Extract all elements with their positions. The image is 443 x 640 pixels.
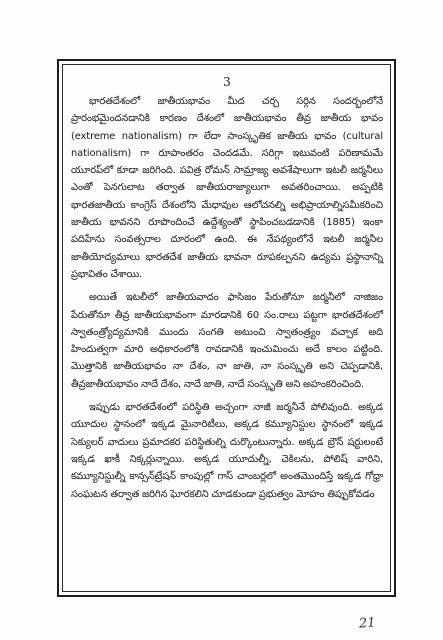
paragraph-1: భారతదేశంలో జాతీయభావం మీద చర్చ సర్గిన సందర్భంలోనే ప్రారంభమైందనడానికి కారణం దేశంలో జాతీయభావం తీవ్ర జాతీయ భావం (extreme nationalism) గా లేదా సాంస్కృతిక జాతీయ భావం (cultural nationalism) గా రూపాంతరం చెందడమే. సరిగ్గా ఇటువంటి పరిణామమే యూరప్‌లో కూడా జరిగింది. పవిత్ర రోమన్ సామ్రాజ్య అవశేషాలుగా ఇటలీ జర్మనీలు ఎంతో పెనగులాట తర్వాత జాతీయరాజ్యాలుగా అవతరించాయి. అప్పటికి భారతజాతీయ కాంగ్రెస్ దేశంలోని మేధావుల ఆలోచనల్ని అభిప్రాయాల్నిసమీకరించి జాతీయ భావనని రూపొందించే ఉద్దేశ్యంతో స్థాపించబడడానికి (1885) ఇంకా పదిహేను సంవత్సరాల దూరంలో ఉంది. ఈ నేపథ్యంలోనే ఇటలీ జర్మనీల జాతీయోద్యమాలు భారతదేశ జాతీయ భావనా రూపకల్పనని ఉద్యమ ప్రస్థానాన్ని ప్రభావితం చేశాయి. <box>71 96 383 280</box>
page-number: 3 <box>223 75 231 89</box>
handwritten-page-number: 21 <box>358 615 377 632</box>
paragraph-3: ఇప్పుడు భారతదేశంలో పరిస్థితి అచ్చంగా నాజీ జర్మనీనే పోలివుంది. అక్కడ యూదుల స్థానంలో ఇక్కడ మైనారిటీలు, అక్కడ కమ్యూనిస్టుల స్థానంలో ఇక్కడ సెక్యులర్ వాదులు ప్రమాదకర పరిస్థితుల్ని దుర్కొంటున్నారు. అక్కడ బ్రౌన్ షర్టులంటే ఇక్కడ ఖాకీ నిక్కర్లున్నాయి. అక్కడ యూదుల్నీ, చెకిలను, పోలిష్ వారిని, కమ్యూనిస్టుల్నీ కాన్సన్‌ట్రేషన్ కాంపుల్లో గాస్ చాంబర్లలో అంతమొందిస్తే ఇక్కడ గోధ్రా సంఘటన తర్వాత జరిగిన ఘోరకలిని చూడకుండా ప్రభుత్వం మోహం తిప్పుకోవడం <box>71 402 383 500</box>
page-border-inner <box>62 64 391 592</box>
paragraph-2: అయితే ఇటలీలో జాతీయవాదం ఫాసిజం పేరుతోనూ జర్మనీలో నాజిజం పేరుతోనూ తీవ్ర జాతీయభావంగా మారడానికి 60 సం.రాలు పట్టగా భారతదేశంలో స్వాతంత్ర్యోద్యమానికి ముందు సంగతి అటుంచి స్వాతంత్ర్యం వచ్చాక అది హిందుత్వగా మారి అధికారంలోకి రావడానికి ఇంచుమించు అదే కాలం పట్టింది. మొత్తానికి జాతీయభావం నా దేశం, నా జాతి, నా సంస్కృతి అని చెప్పడానికి, తీవ్రజాతీయభావం నాదే దేశం, నాదే జాతి, నాదే సంస్కృతి అని అహంకరించింది. <box>71 292 383 390</box>
